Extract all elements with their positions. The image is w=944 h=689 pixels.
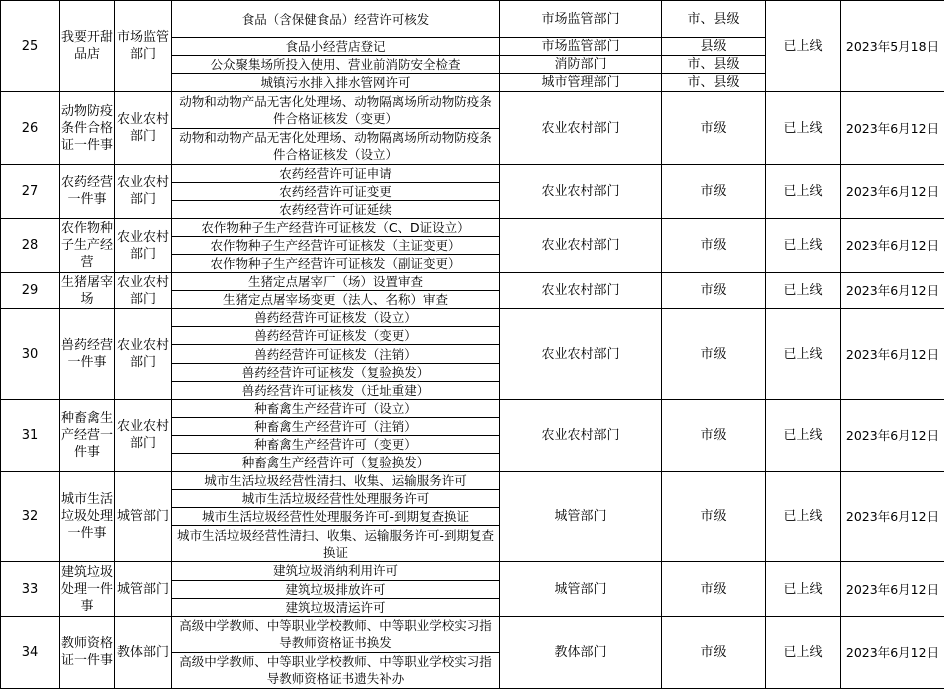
table-row: [1, 472, 944, 490]
online-status: 已上线: [766, 273, 841, 309]
sub-item: 建筑垃圾清运许可: [172, 598, 500, 616]
online-status: 已上线: [766, 92, 841, 164]
admin-level: 市、县级: [662, 56, 766, 74]
row-number: 33: [1, 562, 60, 616]
sub-item: 农作物种子生产经营许可证核发（副证变更）: [172, 255, 500, 273]
handling-department: 农业农村部门: [500, 92, 662, 164]
sub-item: 建筑垃圾消纳利用许可: [172, 562, 500, 580]
launch-date: 2023年6月12日: [841, 273, 944, 309]
row-number: 25: [1, 1, 60, 92]
row-number: 26: [1, 92, 60, 164]
row-number: 30: [1, 309, 60, 399]
handling-department: 消防部门: [500, 56, 662, 74]
launch-date: 2023年6月12日: [841, 218, 944, 272]
handling-department: 城管部门: [500, 472, 662, 562]
admin-level: 县级: [662, 38, 766, 56]
handling-department: 农业农村部门: [500, 273, 662, 309]
sub-item: 兽药经营许可证核发（复验换发）: [172, 363, 500, 381]
matter-name: 农药经营一件事: [60, 164, 115, 218]
admin-level: 市级: [662, 92, 766, 164]
sub-item: 农药经营许可证变更: [172, 182, 500, 200]
table-row: [1, 562, 944, 580]
row-number: 27: [1, 164, 60, 218]
lead-department: 教体部门: [115, 616, 172, 688]
sub-item: 种畜禽生产经营许可（变更）: [172, 435, 500, 453]
sub-item: 农药经营许可证申请: [172, 164, 500, 182]
sub-item: 动物和动物产品无害化处理场、动物隔离场所动物防疫条件合格证核发（设立）: [172, 128, 500, 164]
launch-date: 2023年6月12日: [841, 164, 944, 218]
online-status: 已上线: [766, 472, 841, 562]
lead-department: 农业农村部门: [115, 399, 172, 471]
lead-department: 农业农村部门: [115, 218, 172, 272]
sub-item: 食品小经营店登记: [172, 38, 500, 56]
handling-department: 农业农村部门: [500, 309, 662, 399]
table-body: [1, 1, 944, 689]
admin-level: 市级: [662, 273, 766, 309]
matter-name: 生猪屠宰场: [60, 273, 115, 309]
sub-item: 城镇污水排入排水管网许可: [172, 74, 500, 92]
sub-item: 城市生活垃圾经营性清扫、收集、运输服务许可: [172, 472, 500, 490]
launch-date: 2023年6月12日: [841, 472, 944, 562]
launch-date: 2023年5月18日: [841, 1, 944, 92]
matter-name: 教师资格证一件事: [60, 616, 115, 688]
sub-item: 兽药经营许可证核发（设立）: [172, 309, 500, 327]
row-number: 31: [1, 399, 60, 471]
sub-item: 种畜禽生产经营许可（注销）: [172, 417, 500, 435]
matter-name: 我要开甜品店: [60, 1, 115, 92]
sub-item: 兽药经营许可证核发（变更）: [172, 327, 500, 345]
lead-department: 农业农村部门: [115, 273, 172, 309]
lead-department: 市场监管部门: [115, 1, 172, 92]
sub-item: 种畜禽生产经营许可（复验换发）: [172, 453, 500, 471]
matter-name: 动物防疫条件合格证一件事: [60, 92, 115, 164]
launch-date: 2023年6月12日: [841, 399, 944, 471]
sub-item: 生猪定点屠宰厂（场）设置审查: [172, 273, 500, 291]
admin-level: 市级: [662, 562, 766, 616]
handling-department: 市场监管部门: [500, 1, 662, 38]
matter-name: 城市生活垃圾处理一件事: [60, 472, 115, 562]
online-status: 已上线: [766, 309, 841, 399]
row-number: 34: [1, 616, 60, 688]
table-row: [1, 1, 944, 38]
sub-item: 城市生活垃圾经营性清扫、收集、运输服务许可-到期复查换证: [172, 526, 500, 562]
handling-department: 农业农村部门: [500, 164, 662, 218]
row-number: 29: [1, 273, 60, 309]
row-number: 32: [1, 472, 60, 562]
sub-item: 农作物种子生产经营许可证核发（主证变更）: [172, 237, 500, 255]
online-status: 已上线: [766, 616, 841, 688]
sub-item: 城市生活垃圾经营性处理服务许可: [172, 490, 500, 508]
sub-item: 高级中学教师、中等职业学校教师、中等职业学校实习指导教师资格证书遗失补办: [172, 652, 500, 688]
lead-department: 城管部门: [115, 472, 172, 562]
table-row: [1, 309, 944, 327]
table-row: [1, 399, 944, 417]
sub-item: 公众聚集场所投入使用、营业前消防安全检查: [172, 56, 500, 74]
lead-department: 城管部门: [115, 562, 172, 616]
table-row: [1, 164, 944, 182]
matter-name: 种畜禽生产经营一件事: [60, 399, 115, 471]
admin-level: 市级: [662, 309, 766, 399]
lead-department: 农业农村部门: [115, 92, 172, 164]
admin-level: 市级: [662, 218, 766, 272]
admin-level: 市级: [662, 616, 766, 688]
matter-name: 农作物种子生产经营: [60, 218, 115, 272]
lead-department: 农业农村部门: [115, 164, 172, 218]
launch-date: 2023年6月12日: [841, 562, 944, 616]
sub-item: 城市生活垃圾经营性处理服务许可-到期复查换证: [172, 508, 500, 526]
online-status: 已上线: [766, 1, 841, 92]
online-status: 已上线: [766, 562, 841, 616]
sub-item: 食品（含保健食品）经营许可核发: [172, 1, 500, 38]
sub-item: 建筑垃圾排放许可: [172, 580, 500, 598]
launch-date: 2023年6月12日: [841, 309, 944, 399]
online-status: 已上线: [766, 399, 841, 471]
launch-date: 2023年6月12日: [841, 616, 944, 688]
admin-level: 市、县级: [662, 74, 766, 92]
online-status: 已上线: [766, 164, 841, 218]
sub-item: 兽药经营许可证核发（迁址重建）: [172, 381, 500, 399]
matter-name: 兽药经营一件事: [60, 309, 115, 399]
handling-department: 农业农村部门: [500, 218, 662, 272]
handling-department: 农业农村部门: [500, 399, 662, 471]
sub-item: 兽药经营许可证核发（注销）: [172, 345, 500, 363]
handling-department: 城市管理部门: [500, 74, 662, 92]
table-row: [1, 273, 944, 291]
sub-item: 农作物种子生产经营许可证核发（C、D证设立）: [172, 218, 500, 236]
handling-department: 城管部门: [500, 562, 662, 616]
admin-level: 市级: [662, 472, 766, 562]
table-row: [1, 616, 944, 652]
sub-item: 动物和动物产品无害化处理场、动物隔离场所动物防疫条件合格证核发（变更）: [172, 92, 500, 128]
admin-level: 市级: [662, 164, 766, 218]
sub-item: 高级中学教师、中等职业学校教师、中等职业学校实习指导教师资格证书换发: [172, 616, 500, 652]
sub-item: 生猪定点屠宰场变更（法人、名称）审查: [172, 291, 500, 309]
admin-level: 市级: [662, 399, 766, 471]
handling-department: 市场监管部门: [500, 38, 662, 56]
sub-item: 农药经营许可证延续: [172, 200, 500, 218]
row-number: 28: [1, 218, 60, 272]
sub-item: 种畜禽生产经营许可（设立）: [172, 399, 500, 417]
lead-department: 农业农村部门: [115, 309, 172, 399]
launch-date: 2023年6月12日: [841, 92, 944, 164]
online-status: 已上线: [766, 218, 841, 272]
table-row: [1, 92, 944, 128]
handling-department: 教体部门: [500, 616, 662, 688]
admin-level: 市、县级: [662, 1, 766, 38]
table-row: [1, 218, 944, 236]
matter-name: 建筑垃圾处理一件事: [60, 562, 115, 616]
